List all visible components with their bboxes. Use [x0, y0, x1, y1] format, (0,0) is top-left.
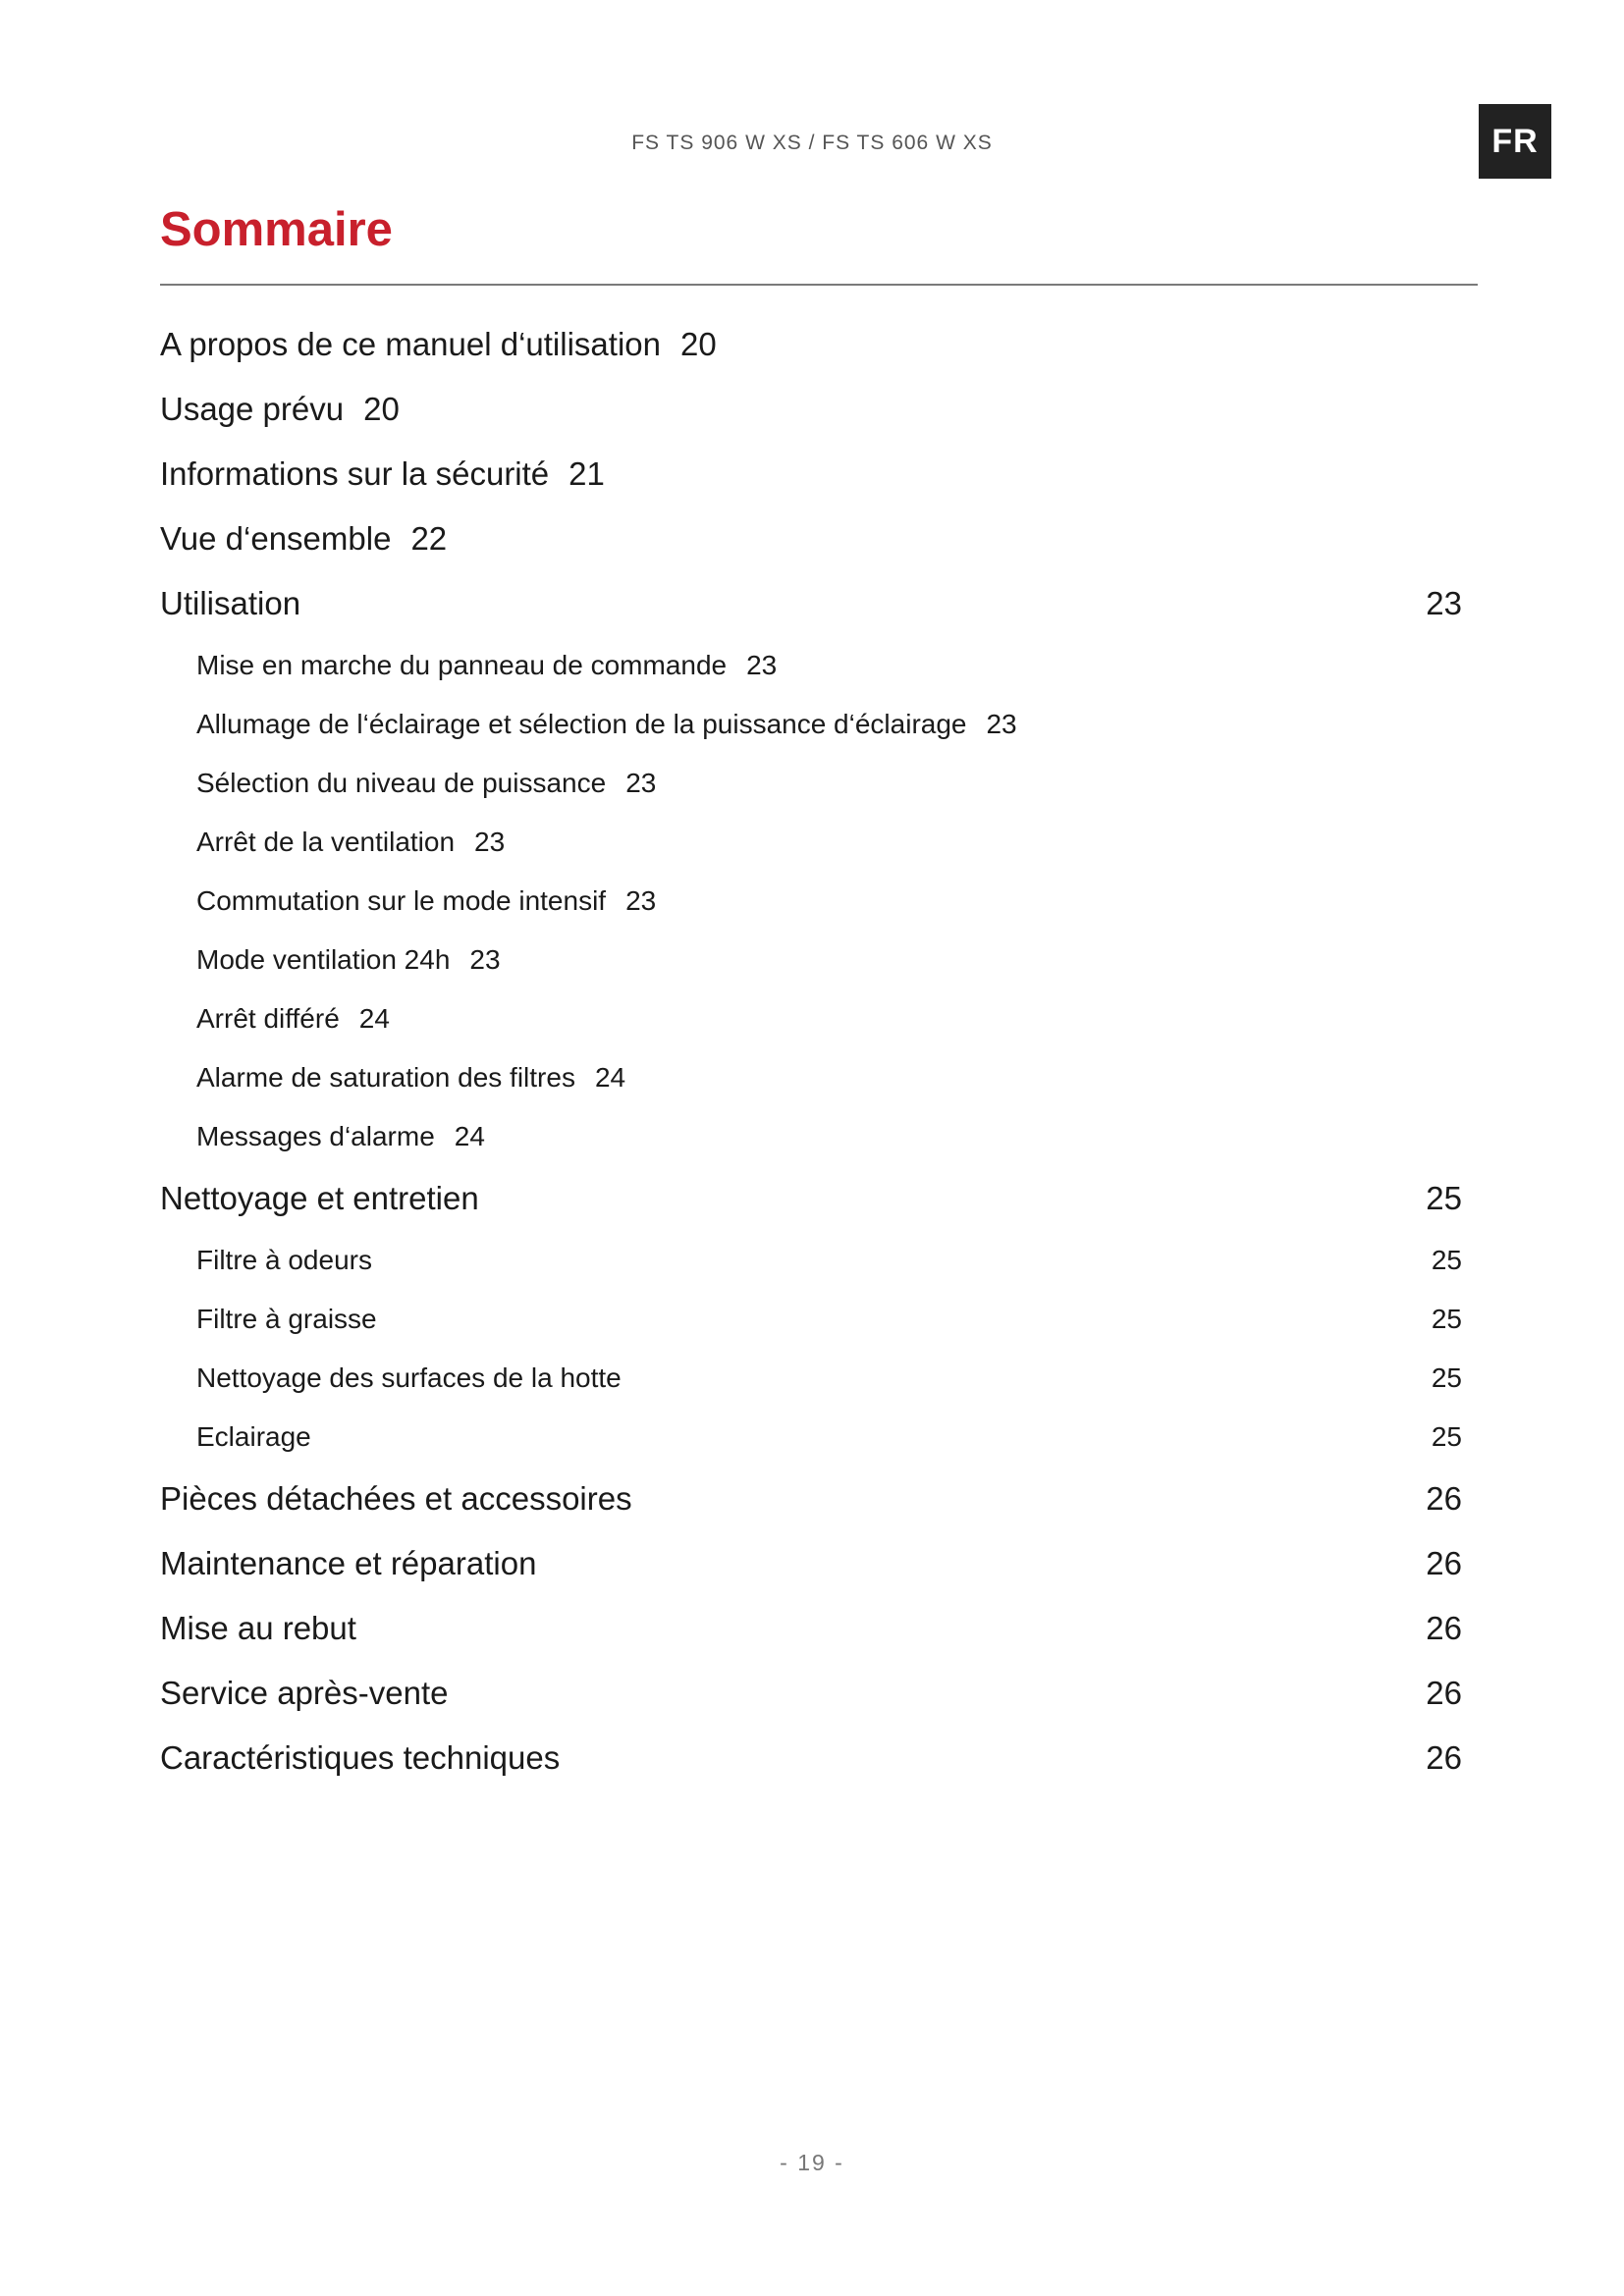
- toc-subentry-label: Commutation sur le mode intensif: [196, 885, 607, 916]
- toc-entry-safety[interactable]: [160, 442, 1462, 507]
- toc-subentry-label: Nettoyage des surfaces de la hotte: [196, 1362, 622, 1393]
- toc-entry-label: Nettoyage et entretien: [160, 1180, 479, 1216]
- toc-subentry-page: 23: [469, 944, 501, 975]
- toc-subentry-label: Arrêt différé: [196, 1003, 340, 1034]
- toc-entry-page: 22: [410, 520, 448, 557]
- toc-subentry-page: 24: [358, 1003, 390, 1034]
- toc-subentry[interactable]: [160, 636, 1462, 695]
- toc-subentry-page: 23: [474, 827, 506, 857]
- toc-subentry-label: Mode ventilation 24h: [196, 944, 451, 975]
- toc-entry-manual[interactable]: [160, 312, 1462, 377]
- toc-entry-service[interactable]: [160, 1661, 1462, 1726]
- toc-subentry[interactable]: [160, 1231, 1462, 1290]
- title-divider: [160, 284, 1478, 286]
- model-header: FS TS 906 W XS / FS TS 606 W XS: [631, 132, 993, 154]
- toc-subentry-label: Allumage de l‘éclairage et sélection de la puissance d‘éclairage: [196, 709, 967, 739]
- toc-subentry[interactable]: [160, 695, 1462, 754]
- toc-entry-page: 26: [1426, 1675, 1462, 1711]
- toc-subentry[interactable]: [160, 989, 1462, 1048]
- toc-entry-label: A propos de ce manuel d‘utilisation: [160, 326, 661, 362]
- toc-subentry-label: Eclairage: [196, 1421, 311, 1452]
- toc-entry-page: 26: [1426, 1610, 1462, 1646]
- toc-subentry[interactable]: [160, 1048, 1462, 1107]
- page-title: Sommaire: [160, 203, 393, 256]
- toc-entry-label: Maintenance et réparation: [160, 1545, 537, 1581]
- toc-entry-overview[interactable]: [160, 507, 1462, 571]
- toc-subentry-page: 23: [625, 768, 657, 798]
- toc-subentry[interactable]: [160, 754, 1462, 813]
- toc-subentry-page: 24: [594, 1062, 626, 1093]
- toc-subentry-label: Mise en marche du panneau de commande: [196, 650, 728, 680]
- toc-entry-usage[interactable]: [160, 377, 1462, 442]
- toc-subentry-page: 25: [1431, 1421, 1462, 1452]
- toc-entry-label: Usage prévu: [160, 391, 345, 427]
- toc-entry-maintenance[interactable]: [160, 1531, 1462, 1596]
- toc-subentry-label: Filtre à odeurs: [196, 1245, 372, 1275]
- toc-subentry[interactable]: [160, 813, 1462, 872]
- toc-entry-page: 26: [1426, 1739, 1462, 1776]
- toc-entry-disposal[interactable]: [160, 1596, 1462, 1661]
- toc-subentry-page: 25: [1431, 1362, 1462, 1393]
- toc-subentry-page: 23: [625, 885, 657, 916]
- toc-subentry-page: 23: [986, 709, 1017, 739]
- table-of-contents: [160, 312, 1462, 1790]
- toc-subentry-label: Alarme de saturation des filtres: [196, 1062, 575, 1093]
- toc-subentry[interactable]: [160, 872, 1462, 931]
- toc-entry-page: 26: [1426, 1480, 1462, 1517]
- toc-subentry-label: Sélection du niveau de puissance: [196, 768, 607, 798]
- toc-subentry[interactable]: [160, 1107, 1462, 1166]
- toc-entry-nettoyage[interactable]: [160, 1166, 1462, 1231]
- toc-subentry[interactable]: [160, 1408, 1462, 1467]
- toc-entry-label: Caractéristiques techniques: [160, 1739, 561, 1776]
- toc-subentry-page: 25: [1431, 1245, 1462, 1275]
- toc-entry-label: Utilisation: [160, 585, 301, 621]
- toc-entry-label: Pièces détachées et accessoires: [160, 1480, 632, 1517]
- toc-subentry-page: 24: [454, 1121, 485, 1151]
- toc-subentry-label: Arrêt de la ventilation: [196, 827, 456, 857]
- toc-subentry[interactable]: [160, 931, 1462, 989]
- toc-entry-label: Service après-vente: [160, 1675, 449, 1711]
- toc-entry-page: 20: [363, 391, 400, 427]
- toc-entry-page: 21: [568, 455, 605, 492]
- toc-subentry-page: 23: [746, 650, 778, 680]
- toc-subentry-page: 25: [1431, 1304, 1462, 1334]
- toc-entry-page: 25: [1426, 1180, 1462, 1216]
- toc-entry-label: Mise au rebut: [160, 1610, 356, 1646]
- toc-subentry[interactable]: [160, 1290, 1462, 1349]
- toc-entry-parts[interactable]: [160, 1467, 1462, 1531]
- toc-entry-label: Informations sur la sécurité: [160, 455, 550, 492]
- toc-entry-page: 20: [680, 326, 717, 362]
- page-number: - 19 -: [780, 2150, 844, 2175]
- toc-subentry-label: Messages d‘alarme: [196, 1121, 435, 1151]
- language-badge: FR: [1479, 104, 1551, 179]
- toc-entry-page: 26: [1426, 1545, 1462, 1581]
- toc-entry-utilisation[interactable]: [160, 571, 1462, 636]
- toc-subentry-label: Filtre à graisse: [196, 1304, 377, 1334]
- toc-entry-page: 23: [1426, 585, 1462, 621]
- toc-subentry[interactable]: [160, 1349, 1462, 1408]
- toc-entry-specs[interactable]: [160, 1726, 1462, 1790]
- toc-entry-label: Vue d‘ensemble: [160, 520, 392, 557]
